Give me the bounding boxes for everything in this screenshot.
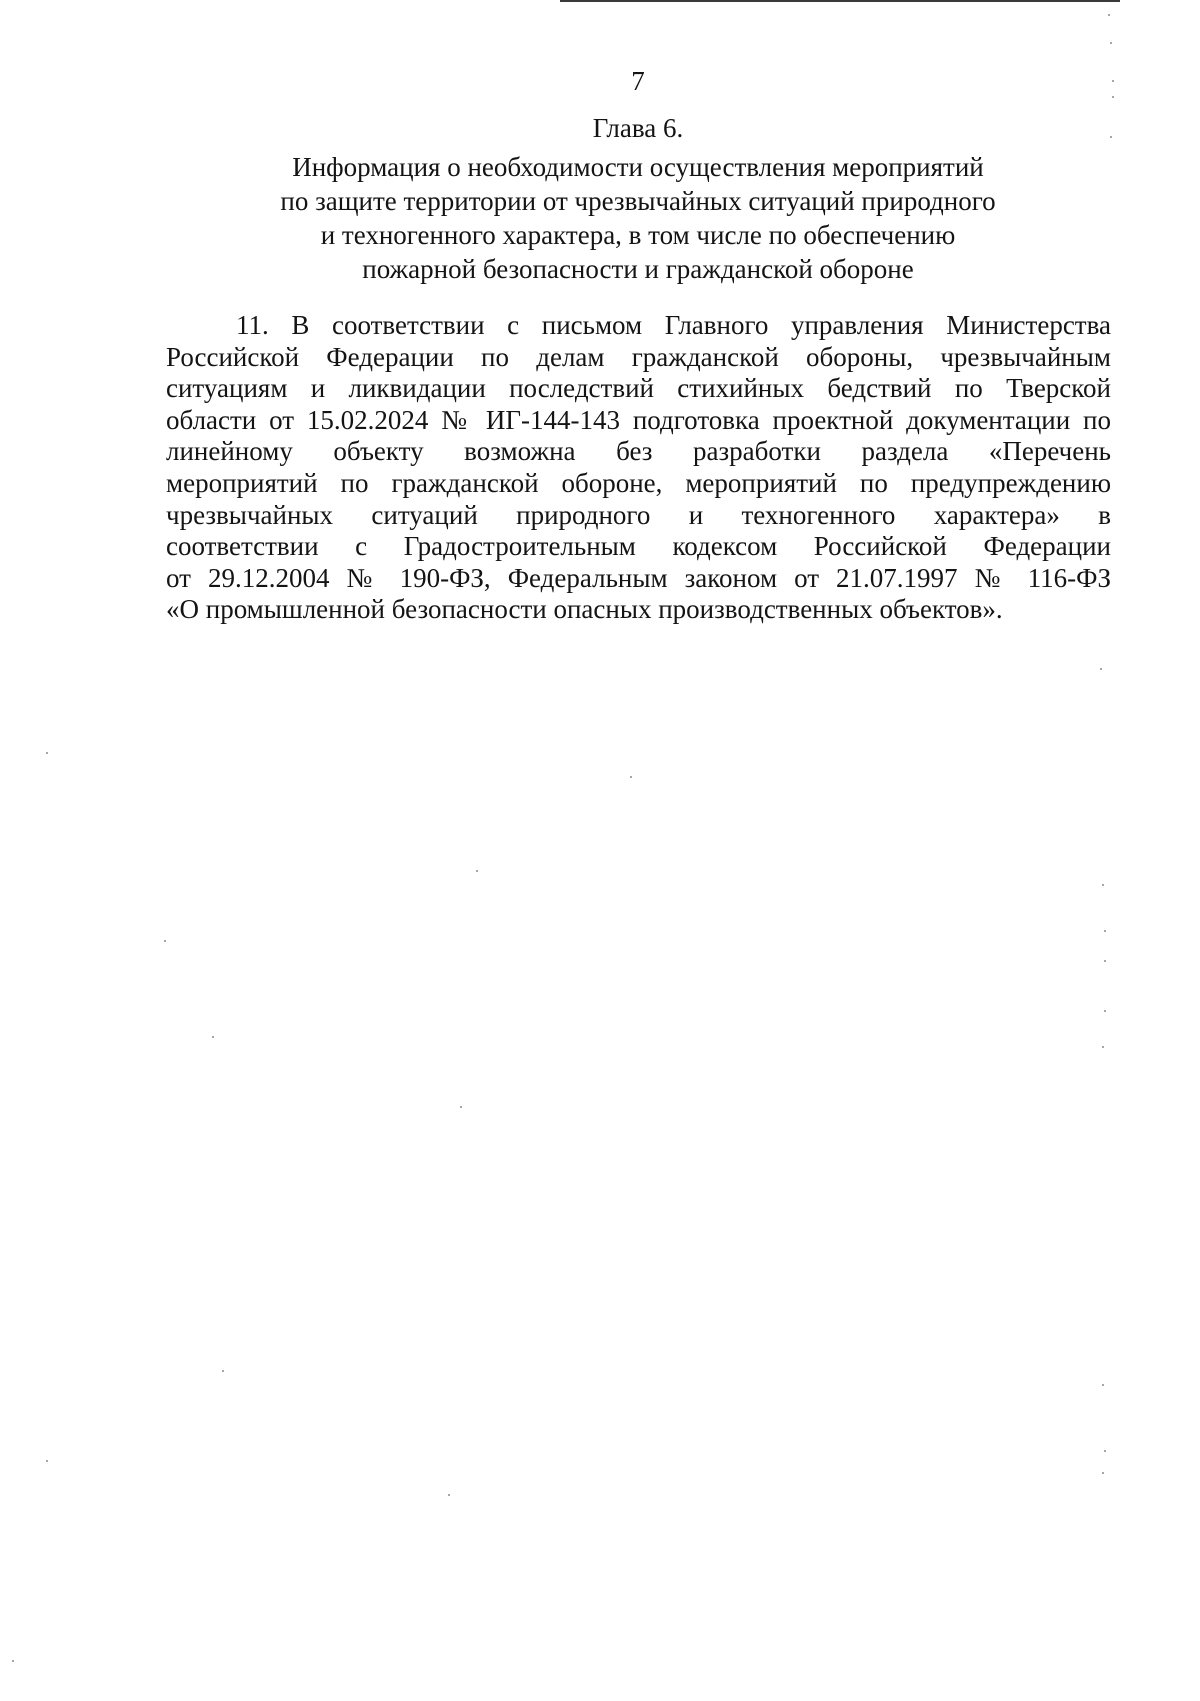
paragraph-11 bbox=[166, 310, 1111, 626]
scan-speck bbox=[1100, 668, 1102, 670]
paragraph-line: соответствии с Градостроительным кодексом Российской Федерации bbox=[166, 531, 1111, 562]
scan-speck bbox=[46, 1460, 48, 1462]
scan-speck bbox=[164, 940, 166, 942]
scan-speck bbox=[1102, 1472, 1104, 1474]
scan-speck bbox=[46, 752, 48, 754]
scan-speck bbox=[1104, 960, 1106, 962]
paragraph-line: «О промышленной безопасности опасных производственных объектов». bbox=[166, 594, 1003, 625]
chapter-title: Глава 6. bbox=[592, 113, 684, 143]
heading-line: по защите территории от чрезвычайных ситуаций природного bbox=[280, 186, 996, 216]
heading-line: и техногенного характера, в том числе по обеспечению bbox=[320, 220, 956, 250]
scan-speck bbox=[222, 1370, 224, 1372]
scan-speck bbox=[1112, 96, 1114, 98]
scan-speck bbox=[1104, 930, 1106, 932]
scan-speck bbox=[1110, 42, 1112, 44]
scan-speck bbox=[448, 1494, 450, 1496]
paragraph-line: от 29.12.2004 № 190-ФЗ, Федеральным законом от 21.07.1997 № 116-ФЗ bbox=[166, 562, 1111, 593]
heading-line: пожарной безопасности и гражданской обороне bbox=[362, 254, 914, 284]
paragraph-line: 11. В соответствии с письмом Главного управления Министерства bbox=[236, 310, 1111, 340]
paragraph-line: Российской Федерации по делам гражданской обороны, чрезвычайным bbox=[166, 341, 1111, 372]
paragraph-line: чрезвычайных ситуаций природного и техногенного характера» в bbox=[166, 499, 1111, 530]
scan-edge-line bbox=[560, 0, 1120, 2]
scan-speck bbox=[630, 776, 632, 778]
paragraph-line: области от 15.02.2024 № ИГ-144-143 подготовка проектной документации по bbox=[166, 404, 1111, 435]
scan-speck bbox=[1104, 1450, 1106, 1452]
scan-speck bbox=[1108, 14, 1110, 16]
paragraph-line: мероприятий по гражданской обороне, мероприятий по предупреждению bbox=[166, 467, 1111, 498]
paragraph-line: ситуациям и ликвидации последствий стихийных бедствий по Тверской bbox=[166, 373, 1111, 404]
scan-speck bbox=[1110, 136, 1112, 138]
paragraph-line: линейному объекту возможна без разработки раздела «Перечень bbox=[166, 436, 1111, 467]
scan-speck bbox=[212, 1036, 214, 1038]
page-number: 7 bbox=[631, 66, 645, 96]
scan-speck bbox=[1112, 80, 1114, 82]
scan-speck bbox=[1102, 884, 1104, 886]
scan-speck bbox=[1102, 1384, 1104, 1386]
scan-speck bbox=[1102, 1046, 1104, 1048]
scan-speck bbox=[1104, 1010, 1106, 1012]
heading-line: Информация о необходимости осуществления мероприятий bbox=[292, 152, 984, 182]
scan-speck bbox=[460, 1106, 462, 1108]
scan-speck bbox=[12, 1660, 14, 1662]
scan-speck bbox=[476, 870, 478, 872]
section-heading bbox=[230, 150, 1046, 286]
